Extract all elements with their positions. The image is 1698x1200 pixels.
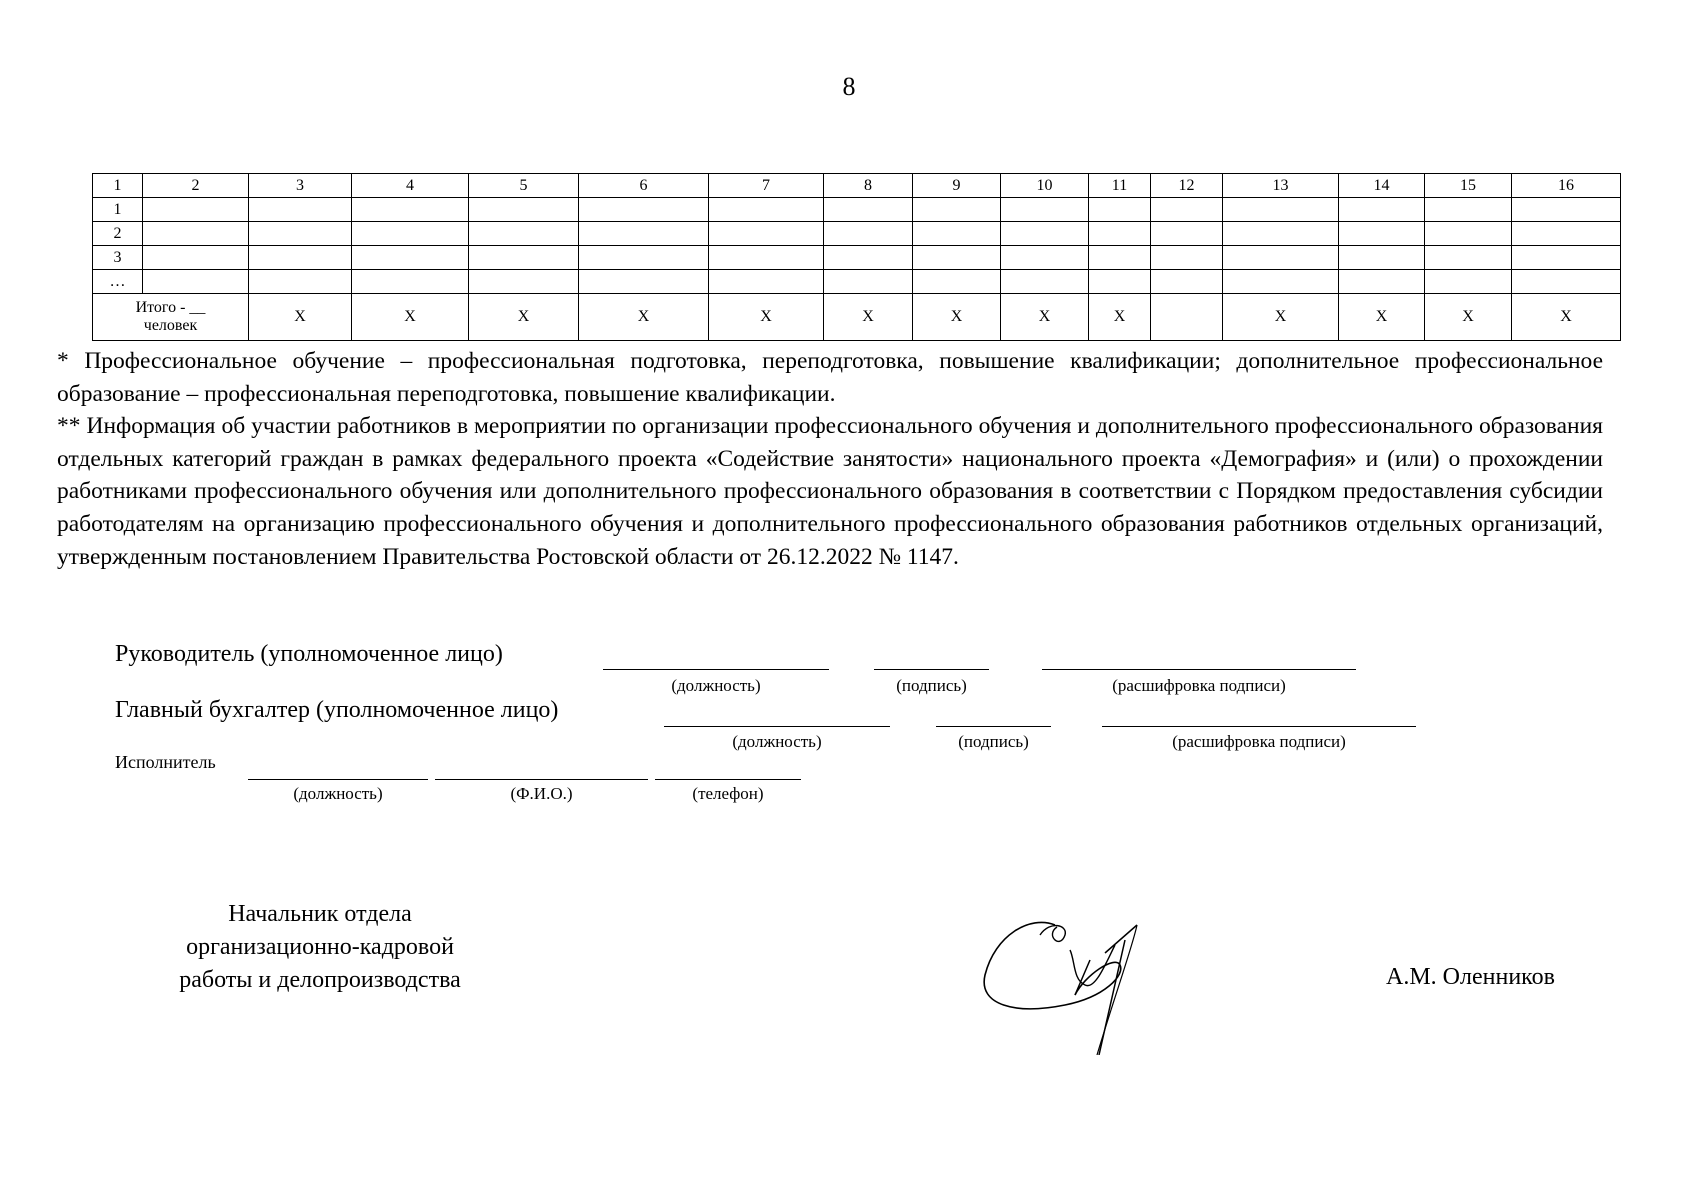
total-cell: X bbox=[824, 294, 913, 341]
row-number: 1 bbox=[93, 198, 143, 222]
accountant-decoding-caption: (расшифровка подписи) bbox=[1172, 732, 1346, 751]
total-cell: X bbox=[1512, 294, 1621, 341]
head-signature-label: Руководитель (уполномоченное лицо) bbox=[115, 641, 503, 667]
row-number: 2 bbox=[93, 222, 143, 246]
executor-label: Исполнитель bbox=[115, 752, 216, 772]
signer-name: А.М. Оленников bbox=[1386, 964, 1555, 990]
signer-title-line3: работы и делопроизводства bbox=[179, 967, 461, 993]
handwritten-signature bbox=[975, 905, 1185, 1055]
table-row bbox=[93, 270, 1621, 294]
signer-title bbox=[110, 898, 530, 997]
header-cell: 8 bbox=[824, 174, 913, 198]
executor-phone-line bbox=[655, 779, 801, 780]
accountant-position-line bbox=[664, 726, 890, 727]
accountant-signature-caption: (подпись) bbox=[958, 732, 1029, 751]
row-number: 3 bbox=[93, 246, 143, 270]
header-cell: 6 bbox=[579, 174, 709, 198]
header-cell: 11 bbox=[1089, 174, 1151, 198]
total-label-line2: человек bbox=[143, 317, 198, 334]
header-cell: 9 bbox=[913, 174, 1001, 198]
report-table bbox=[92, 173, 1621, 341]
header-cell: 12 bbox=[1151, 174, 1223, 198]
header-cell: 7 bbox=[709, 174, 824, 198]
header-cell: 14 bbox=[1339, 174, 1425, 198]
header-cell: 15 bbox=[1425, 174, 1512, 198]
accountant-position-caption: (должность) bbox=[732, 732, 822, 751]
footnote-2: ** Информация об участии работников в мероприятии по организации профессионального обучения и дополнительного профессионального образования отдельных категорий граждан в рамках федерального проекта «Содействие занятости» национального проекта «Демография» и (или) о прохождении работниками профессионального обучения или дополнительного профессионального образования в соответствии с Порядком предоставления субсидии работодателям на организацию профессионального обучения и дополнительного профессионального образования работников отдельных организаций, утвержденным постановлением Правительства Ростовской области от 26.12.2022 № 1147. bbox=[57, 413, 1603, 570]
header-cell: 16 bbox=[1512, 174, 1621, 198]
table-row bbox=[93, 246, 1621, 270]
head-decoding-caption: (расшифровка подписи) bbox=[1112, 676, 1286, 695]
total-cell: X bbox=[1001, 294, 1089, 341]
total-row bbox=[93, 294, 1621, 341]
total-cell: X bbox=[579, 294, 709, 341]
header-cell: 3 bbox=[249, 174, 352, 198]
total-cell: X bbox=[1339, 294, 1425, 341]
footnote-1: * Профессиональное обучение – профессиональная подготовка, переподготовка, повышение квалификации; дополнительное профессиональное образование – профессиональная переподготовка, повышение квалификации. bbox=[57, 348, 1603, 407]
row-number: … bbox=[93, 270, 143, 294]
header-cell: 10 bbox=[1001, 174, 1089, 198]
total-cell: X bbox=[469, 294, 579, 341]
head-decoding-line bbox=[1042, 669, 1356, 670]
total-cell: X bbox=[1425, 294, 1512, 341]
accountant-decoding-line bbox=[1102, 726, 1416, 727]
signer-title-line1: Начальник отдела bbox=[228, 901, 412, 927]
header-cell: 4 bbox=[352, 174, 469, 198]
executor-position-caption: (должность) bbox=[293, 784, 383, 803]
table-header-row bbox=[93, 174, 1621, 198]
table-row bbox=[93, 222, 1621, 246]
accountant-signature-label: Главный бухгалтер (уполномоченное лицо) bbox=[115, 697, 559, 723]
header-cell: 13 bbox=[1223, 174, 1339, 198]
signer-title-line2: организационно-кадровой bbox=[186, 934, 454, 960]
total-label bbox=[93, 294, 249, 341]
total-cell: X bbox=[249, 294, 352, 341]
header-cell: 1 bbox=[93, 174, 143, 198]
head-signature-caption: (подпись) bbox=[896, 676, 967, 695]
accountant-signature-line bbox=[936, 726, 1051, 727]
table-row bbox=[93, 198, 1621, 222]
total-cell: X bbox=[1089, 294, 1151, 341]
executor-fio-caption: (Ф.И.О.) bbox=[510, 784, 573, 803]
total-label-line1: Итого - __ bbox=[135, 299, 206, 317]
total-cell: X bbox=[1223, 294, 1339, 341]
total-cell bbox=[1151, 294, 1223, 341]
executor-fio-line bbox=[435, 779, 648, 780]
head-position-line bbox=[603, 669, 829, 670]
executor-position-line bbox=[248, 779, 428, 780]
footnotes bbox=[57, 345, 1603, 573]
head-signature-line bbox=[874, 669, 989, 670]
header-cell: 2 bbox=[143, 174, 249, 198]
head-position-caption: (должность) bbox=[671, 676, 761, 695]
total-cell: X bbox=[352, 294, 469, 341]
total-cell: X bbox=[913, 294, 1001, 341]
header-cell: 5 bbox=[469, 174, 579, 198]
executor-phone-caption: (телефон) bbox=[692, 784, 764, 803]
page-number: 8 bbox=[842, 72, 856, 101]
total-cell: X bbox=[709, 294, 824, 341]
